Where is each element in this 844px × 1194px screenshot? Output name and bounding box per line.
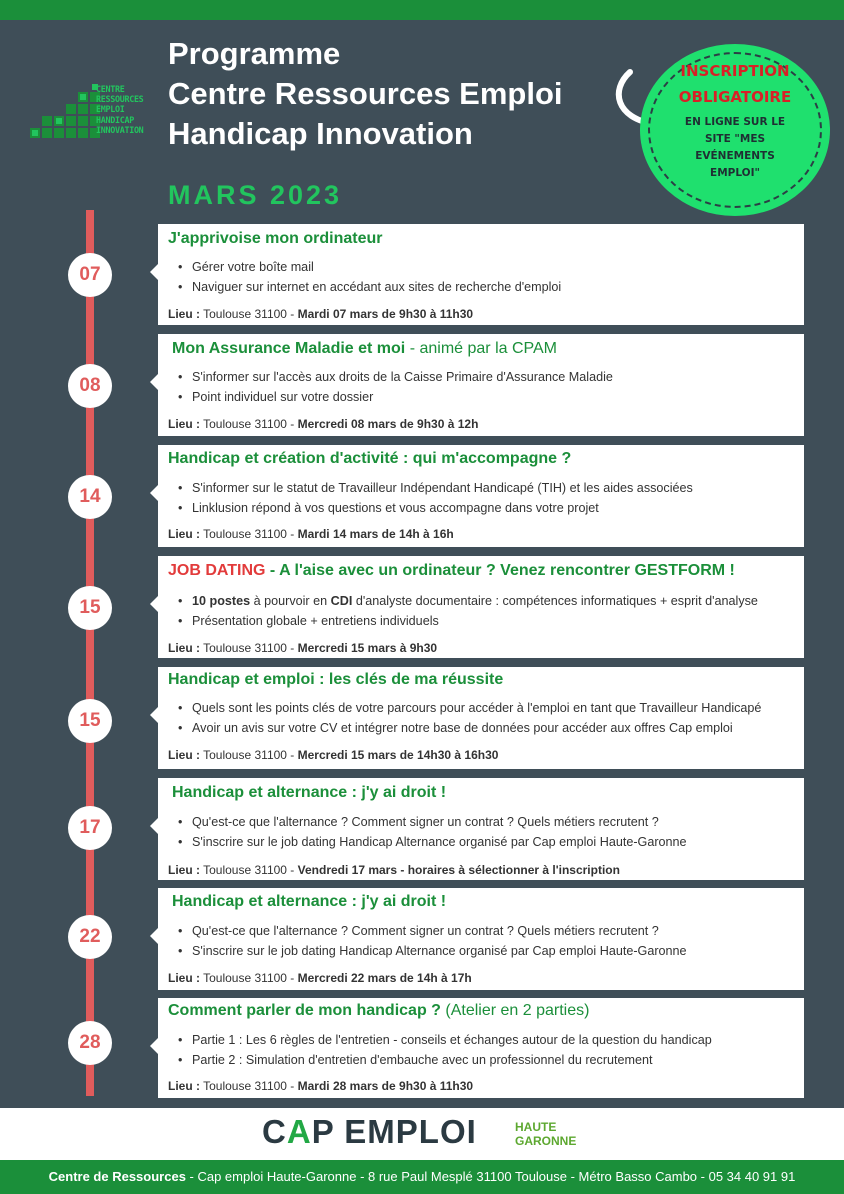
event-title [168,562,735,580]
top-green-bar [0,0,844,20]
event-bullet: • S'informer sur le statut de Travailleur Indépendant Handicapé (TIH) et les aides associées [178,478,693,498]
lieu-date: Mardi 14 mars de 14h à 16h [297,527,454,541]
event-bullet: • S'informer sur l'accès aux droits de la Caisse Primaire d'Assurance Maladie [178,367,613,387]
lieu-label: Lieu : [168,748,200,762]
event-bullet: • Partie 2 : Simulation d'entretien d'embauche avec un professionnel du recrutement [178,1050,712,1070]
event-bullet: • Présentation globale + entretiens individuels [178,611,758,631]
event-bullet: • S'inscrire sur le job dating Handicap Alternance organisé par Cap emploi Haute-Garonne [178,941,687,961]
bullet-bold: CDI [330,594,353,608]
lieu-label: Lieu : [168,863,200,877]
event-bullet: • Gérer votre boîte mail [178,257,561,277]
event-title-text: Handicap et création d'activité : qui m'accompagne ? [168,450,572,467]
badge-sub-line: EVÉNEMENTS [695,150,775,162]
event-title [168,450,571,468]
lieu-place: Toulouse 31100 - [200,748,298,762]
event-card [158,998,804,1098]
lieu-place: Toulouse 31100 - [200,417,298,431]
badge-sub-line: EMPLOI" [710,167,760,179]
brand-rest: P EMPLOI [311,1113,477,1150]
lieu-place: Toulouse 31100 - [200,971,298,985]
logo-line: CENTRE [96,84,125,94]
registration-badge [640,44,830,216]
event-title [172,784,446,802]
title-line: Programme [168,36,341,71]
event-card [158,334,804,436]
day-circle: 28 [68,1021,112,1065]
region-line: GARONNE [515,1134,577,1148]
lieu-place: Toulouse 31100 - [200,863,298,877]
title-line: Centre Ressources Emploi [168,76,563,111]
lieu-label: Lieu : [168,1079,200,1093]
event-bullet: • S'inscrire sur le job dating Handicap Alternance organisé par Cap emploi Haute-Garonne [178,832,687,852]
lieu-label: Lieu : [168,417,200,431]
event-title-text: Handicap et alternance : j'y ai droit ! [172,784,447,801]
day-circle: 14 [68,475,112,519]
brand-letter: C [262,1113,287,1150]
lieu-place: Toulouse 31100 - [200,641,298,655]
address-bold: Centre de Ressources [48,1169,186,1184]
bullet-bold: 10 postes [192,594,251,608]
badge-title [640,58,830,110]
footer-address [0,1160,844,1194]
badge-subtitle [640,114,830,182]
bullet-text: d'analyste documentaire : compétences informatiques + esprit d'analyse [352,594,758,608]
event-location [168,527,454,541]
event-location [168,748,498,762]
job-dating-label: JOB DATING [168,562,266,579]
event-title-text: Comment parler de mon handicap ? [168,1002,441,1019]
event-card [158,556,804,658]
card-pointer [150,264,158,280]
event-bullet: • Avoir un avis sur votre CV et intégrer notre base de données pour accéder aux offres Cap emploi [178,718,761,738]
event-title-text: Handicap et emploi : les clés de ma réussite [168,671,504,688]
card-pointer [150,928,158,944]
region-label [515,1120,576,1148]
logo-line: INNOVATION [96,124,144,135]
day-circle: 22 [68,915,112,959]
timeline-line [86,210,94,1096]
title-line: Handicap Innovation [168,116,473,151]
event-location [168,863,620,877]
event-title [168,230,383,248]
event-title [172,340,557,358]
day-circle: 08 [68,364,112,408]
event-bullet: • Qu'est-ce que l'alternance ? Comment signer un contrat ? Quels métiers recrutent ? [178,812,687,832]
event-card [158,667,804,769]
logo-line: HANDICAP [96,114,134,125]
event-bullets [178,257,561,297]
event-bullet: • Naviguer sur internet en accédant aux sites de recherche d'emploi [178,277,561,297]
event-bullets [178,812,687,852]
lieu-date: Mercredi 15 mars à 9h30 [297,641,438,655]
event-title-extra: (Atelier en 2 parties) [440,1002,590,1019]
event-bullet: • Partie 1 : Les 6 règles de l'entretien - conseils et échanges autour de la question du handicap [178,1030,712,1050]
page-title [168,34,563,154]
event-location [168,307,473,321]
day-circle: 17 [68,806,112,850]
lieu-label: Lieu : [168,641,200,655]
event-location [168,641,437,655]
event-bullet: • Point individuel sur votre dossier [178,387,613,407]
card-pointer [150,818,158,834]
lieu-date: Mercredi 08 mars de 9h30 à 12h [297,417,479,431]
lieu-date: Mardi 28 mars de 9h30 à 11h30 [297,1079,474,1093]
event-title-text: Handicap et alternance : j'y ai droit ! [172,893,447,910]
event-title-text: J'apprivoise mon ordinateur [168,230,383,247]
card-pointer [150,1038,158,1054]
event-bullets [178,1030,712,1070]
cap-emploi-logo [262,1113,477,1151]
region-line: HAUTE [515,1120,557,1134]
lieu-date: Vendredi 17 mars - horaires à sélectionner à l'inscription [297,863,620,877]
logo-text [96,84,143,135]
event-bullet [178,591,758,611]
lieu-date: Mercredi 22 mars de 14h à 17h [297,971,472,985]
event-card [158,888,804,990]
event-card [158,224,804,325]
badge-title-line: OBLIGATOIRE [678,88,792,106]
logo-line: RESSOURCES [96,94,144,105]
day-circle: 15 [68,699,112,743]
event-card [158,778,804,880]
card-pointer [150,707,158,723]
day-circle: 07 [68,253,112,297]
lieu-date: Mardi 07 mars de 9h30 à 11h30 [297,307,474,321]
day-circle: 15 [68,586,112,630]
event-location [168,417,478,431]
lieu-place: Toulouse 31100 - [200,1079,298,1093]
lieu-place: Toulouse 31100 - [200,527,298,541]
brand-letter-accent: A [286,1113,312,1150]
address-text: - Cap emploi Haute-Garonne - 8 rue Paul Mesplé 31100 Toulouse - Métro Basso Cambo - 05 34 40 91 91 [185,1169,796,1184]
logo-line: EMPLOI [96,104,125,115]
bullet-text: à pourvoir en [250,594,331,608]
event-bullet: • Linklusion répond à vos questions et vous accompagne dans votre projet [178,498,693,518]
event-card [158,445,804,547]
event-bullets [178,591,758,631]
lieu-date: Mercredi 15 mars de 14h30 à 16h30 [297,748,499,762]
event-bullet: • Quels sont les points clés de votre parcours pour accéder à l'emploi en tant que Travailleur Handicapé [178,698,761,718]
event-title-extra: - animé par la CPAM [405,340,557,357]
event-bullets [178,367,613,407]
event-bullets [178,698,761,738]
card-pointer [150,374,158,390]
badge-sub-line: EN LIGNE SUR LE [684,116,786,128]
event-title [172,893,446,911]
badge-sub-line: SITE "MES [704,133,766,145]
event-title-text: - A l'aise avec un ordinateur ? Venez rencontrer GESTFORM ! [265,562,735,579]
event-title [168,671,503,689]
card-pointer [150,596,158,612]
event-location [168,1079,473,1093]
card-pointer [150,485,158,501]
lieu-label: Lieu : [168,527,200,541]
badge-title-line: INSCRIPTION [680,62,790,80]
lieu-place: Toulouse 31100 - [200,307,298,321]
month-heading: MARS 2023 [168,180,343,210]
event-bullet: • Qu'est-ce que l'alternance ? Comment signer un contrat ? Quels métiers recrutent ? [178,921,687,941]
event-title [168,1002,589,1020]
event-bullets [178,478,693,518]
lieu-label: Lieu : [168,307,200,321]
event-location [168,971,472,985]
event-bullets [178,921,687,961]
event-title-text: Mon Assurance Maladie et moi [172,340,406,357]
lieu-label: Lieu : [168,971,200,985]
